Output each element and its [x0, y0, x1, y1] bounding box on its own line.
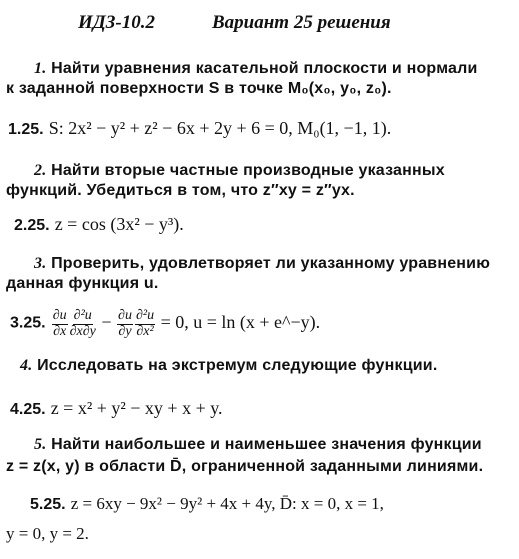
task4-line1 — [20, 357, 437, 375]
task1-text: Найти уравнения касательной плоскости и нормали — [51, 60, 478, 77]
task1-line1 — [34, 60, 478, 78]
task3-number: 3. — [34, 255, 47, 272]
fraction-du-dx: $\frac{\partial u}{\partial x}$ — [52, 308, 67, 339]
problem-1-25-number: 1.25. — [8, 121, 44, 138]
task1-number: 1. — [34, 60, 47, 77]
problem-4-25 — [10, 398, 223, 419]
problem-2-25-formula: z = cos (3x² − y³). — [54, 214, 184, 234]
problem-5-25-number: 5.25. — [30, 496, 66, 513]
problem-1-25-formula: S: 2x² − y² + z² − 6x + 2y + 6 = 0, M₀(1, −1, 1). — [48, 118, 392, 138]
task5-text: Найти наибольшее и наименьшее значения функции — [51, 436, 482, 453]
task5-line1 — [34, 436, 482, 454]
task1-line2: к заданной поверхности S в точке M₀(x₀, y₀, z₀). — [6, 80, 392, 97]
task2-text: Найти вторые частные производные указанных — [51, 162, 445, 179]
fraction-d2u-dx2: $\frac{\text{∂²u}}{\text{∂x²}}$ — [135, 308, 155, 339]
task2-number: 2. — [34, 162, 47, 179]
fraction-d2u-dxdy: $\frac{\text{∂²u}}{\partial x\partial y}$ — [69, 308, 96, 339]
problem-5-25-formula-line2: y = 0, y = 2. — [6, 524, 89, 543]
task5-number: 5. — [34, 436, 47, 453]
problem-1-25 — [8, 118, 391, 139]
problem-2-25-number: 2.25. — [14, 217, 50, 234]
task2-line2: функций. Убедиться в том, что z″xy = z″yx. — [6, 182, 355, 199]
variant-label: Вариант 25 решения — [212, 12, 391, 33]
task3-line2: данная функция u. — [6, 275, 159, 292]
task3-line1 — [34, 255, 490, 273]
task4-number: 4. — [20, 357, 33, 374]
task4-text: Исследовать на экстремум следующие функции. — [37, 357, 438, 374]
problem-2-25 — [14, 214, 184, 235]
task2-line1 — [34, 162, 445, 180]
problem-3-25-formula: $\frac{\partial u}{\partial x}$ $\frac{\text{∂²u}}{\partial x\partial y}$ − $\frac{\partial u}{\partial y}$ $\frac{\text{∂²u}}{\text{∂x²}}$ = 0, u = ln (x + e^−y). — [52, 308, 321, 339]
problem-4-25-number: 4.25. — [10, 401, 46, 418]
fraction-du-dy: $\frac{\partial u}{\partial y}$ — [118, 308, 132, 339]
problem-5-25 — [30, 494, 384, 514]
problem-3-25-tail: = 0, u = ln (x + e^−y). — [160, 312, 321, 333]
task5-line2: z = z(x, y) в области D̄, ограниченной заданными линиями. — [6, 458, 484, 475]
problem-3-25 — [10, 309, 320, 339]
doc-title: ИДЗ-10.2 — [78, 12, 156, 33]
problem-3-25-number: 3.25. — [10, 314, 46, 332]
problem-5-25-formula-line1: z = 6xy − 9x² − 9y² + 4x + 4y, D̄: x = 0, x = 1, — [70, 494, 384, 513]
problem-4-25-formula: z = x² + y² − xy + x + y. — [50, 398, 223, 418]
task3-text: Проверить, удовлетворяет ли указанному уравнению — [51, 255, 491, 272]
